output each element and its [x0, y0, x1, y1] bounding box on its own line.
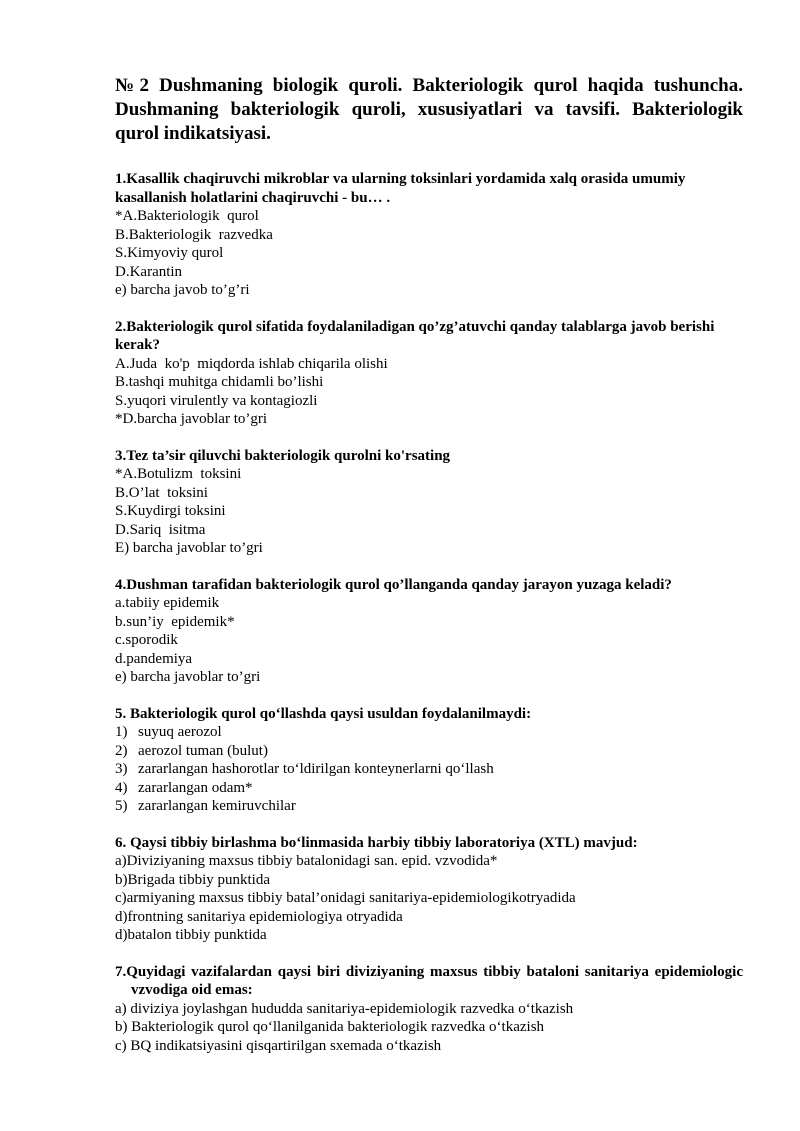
question-text: 3.Tez ta’sir qiluvchi bakteriologik qurolni ko'rsating — [115, 447, 451, 464]
question-1 — [115, 170, 743, 300]
option-number: 4) — [115, 779, 128, 796]
numbered-option — [115, 797, 743, 816]
question-3 — [115, 447, 743, 558]
answer-option: S.yuqori virulently va kontagiozli — [115, 392, 318, 409]
answer-option: *A.Botulizm toksini — [115, 466, 242, 482]
option-number: 5) — [115, 798, 128, 814]
question-4 — [115, 576, 743, 687]
option-text: aerozol tuman (bulut) — [138, 742, 268, 759]
answer-option: D.Sariq isitma — [115, 521, 206, 538]
numbered-option — [115, 723, 743, 742]
answer-option: D.Karantin — [115, 263, 183, 280]
answer-option: B.tashqi muhitga chidamli bo’lishi — [115, 374, 324, 390]
answer-option: d)batalon tibbiy punktida — [115, 927, 267, 943]
answer-option: a) diviziya joylashgan hududda sanitariya-epidemiologik razvedka o‘tkazish — [115, 1000, 574, 1017]
answer-option: *D.barcha javoblar to’gri — [115, 411, 268, 427]
question-text: 4.Dushman tarafidan bakteriologik qurol qo’llanganda qanday jarayon yuzaga keladi? — [115, 576, 672, 593]
question-text: 6. Qaysi tibbiy birlashma bo‘linmasida harbiy tibbiy laboratoriya (XTL) mavjud: — [115, 834, 638, 851]
answer-option: d.pandemiya — [115, 650, 193, 667]
answer-option: c.sporodik — [115, 632, 178, 648]
answer-option: a.tabiiy epidemik — [115, 595, 220, 611]
question-text: 2.Bakteriologik qurol sifatida foydalaniladigan qo’zg’atuvchi qanday talablarga javob berishi kerak? — [115, 318, 715, 353]
answer-option: B.Bakteriologik razvedka — [115, 226, 273, 243]
option-text: zararlangan kemiruvchilar — [138, 798, 296, 814]
question-2 — [115, 318, 743, 429]
option-text: zararlangan hashorotlar to‘ldirilgan konteynerlarni qo‘llash — [138, 761, 494, 777]
answer-option: S.Kimyoviy qurol — [115, 245, 224, 261]
answer-option: a)Diviziyaning maxsus tibbiy batalonidagi san. epid. vzvodida* — [115, 853, 498, 869]
answer-option: S.Kuydirgi toksini — [115, 503, 226, 519]
numbered-option — [115, 760, 743, 779]
option-text: zararlangan odam* — [138, 779, 253, 796]
option-number: 3) — [115, 761, 128, 777]
numbered-option — [115, 779, 743, 798]
answer-option: e) barcha javoblar to’gri — [115, 669, 261, 685]
question-text: 1.Kasallik chaqiruvchi mikroblar va ularning toksinlari yordamida xalq orasida umumiy kasallanish holatlarini chaqiruvchi - bu… . — [115, 171, 686, 206]
answer-option: E) barcha javoblar to’gri — [115, 540, 263, 556]
option-number: 2) — [115, 742, 128, 759]
answer-option: b) Bakteriologik qurol qo‘llanilganida bakteriologik razvedka o‘tkazish — [115, 1019, 545, 1035]
question-7 — [115, 963, 743, 1056]
option-number: 1) — [115, 724, 128, 740]
answer-option: b)Brigada tibbiy punktida — [115, 871, 270, 888]
answer-option: B.O’lat toksini — [115, 484, 208, 501]
answer-option: e) barcha javob to’g’ri — [115, 282, 250, 298]
answer-option: d)frontning sanitariya epidemiologiya otryadida — [115, 908, 403, 925]
answer-option: c) BQ indikatsiyasini qisqartirilgan sxemada o‘tkazish — [115, 1037, 442, 1054]
question-6 — [115, 834, 743, 945]
answer-option: c)armiyaning maxsus tibbiy batal’onidagi sanitariya-epidemiologikotryadida — [115, 890, 576, 906]
document-title: №2 Dushmaning biologik quroli. Bakteriologik qurol haqida tushuncha. Dushmaning bakteriologik quroli, xususiyatlari va tavsifi. Bakteriologik qurol indikatsiyasi. — [115, 75, 743, 144]
answer-option: A.Juda ko'p miqdorda ishlab chiqarila olishi — [115, 355, 388, 372]
numbered-option — [115, 742, 743, 761]
answer-option: *A.Bakteriologik qurol — [115, 208, 259, 224]
option-text: suyuq aerozol — [138, 724, 222, 740]
answer-option: b.sun’iy epidemik* — [115, 613, 235, 630]
question-text: 7.Quyidagi vazifalardan qaysi biri diviziyaning maxsus tibbiy bataloni sanitariya epidemiologic vzvodiga oid emas: — [115, 963, 743, 998]
question-text: 5. Bakteriologik qurol qo‘llashda qaysi usuldan foydalanilmaydi: — [115, 705, 532, 722]
question-5 — [115, 705, 743, 816]
